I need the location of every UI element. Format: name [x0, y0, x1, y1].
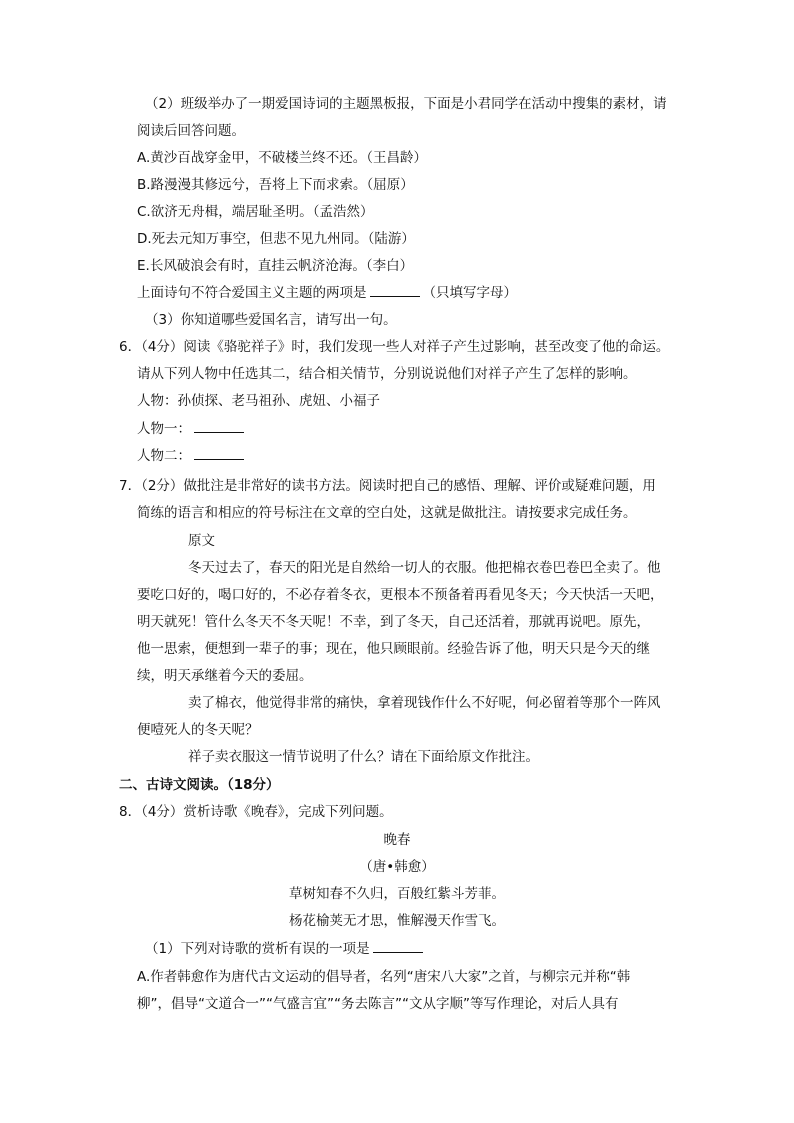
- q7-para1-line: 续，明天承继着今天的委屈。: [137, 668, 313, 684]
- poem-line: 杨花榆荚无才思，惟解漫天作雪飞。: [289, 913, 505, 929]
- q6-person1: [137, 419, 247, 439]
- q7-para1-line: 明天就死！管什么冬天不冬天呢！不幸，到了冬天，自己还活着，那就再说吧。原先，: [137, 614, 650, 630]
- q5-sub2-line2: 阅读后回答问题。: [137, 123, 245, 139]
- q7-task: 祥子卖衣服这一情节说明了什么？请在下面给原文作批注。: [188, 749, 539, 765]
- q8-sub1-text: （1）下列对诗歌的赏析有误的一项是: [145, 941, 370, 957]
- q7-line1: 7．（2分）做批注是非常好的读书方法。阅读时把自己的感悟、理解、评价或疑难问题，用: [119, 478, 656, 494]
- q5-sub2-line1: （2）班级举办了一期爱国诗词的主题黑板报，下面是小君同学在活动中搜集的素材，请: [145, 96, 667, 112]
- q7-line2: 简练的语言和相应的符号标注在文章的空白处，这就是做批注。请按要求完成任务。: [137, 505, 637, 521]
- poem-author: （唐•韩愈）: [359, 859, 435, 875]
- q8-option-a-line1: A.作者韩愈作为唐代古文运动的倡导者，名列“唐宋八大家”之首，与柳宗元并称“韩: [137, 969, 631, 985]
- q6-person1-label: 人物一：: [137, 421, 191, 437]
- q6-person2-label: 人物二：: [137, 448, 191, 464]
- q5-option-b: B.路漫漫其修远兮，吾将上下而求索。（屈原）: [137, 177, 414, 193]
- poem-line: 草树知春不久归，百般红紫斗芳菲。: [289, 886, 505, 902]
- q7-para2-line: 卖了棉衣，他觉得非常的痛快，拿着现钱作什么不好呢，何必留着等那个一阵风: [188, 695, 661, 711]
- q8-sub1: [145, 939, 426, 959]
- q7-para1-line: 他一思索，便想到一辈子的事；现在，他只顾眼前。经验告诉了他，明天只是今天的继: [137, 641, 650, 657]
- q7-para1-line: 冬天过去了，春天的阳光是自然给一切人的衣服。他把棉衣卷巴卷巴全卖了。他: [188, 560, 661, 576]
- q6-people: 人物：孙侦探、老马祖孙、虎妞、小福子: [137, 393, 380, 409]
- q8-option-a-line2: 柳”，倡导“文道合一”“气盛言宜”“务去陈言”“文从字顺”等写作理论，对后人具有: [137, 996, 619, 1012]
- q8-line1: 8．（4分）赏析诗歌《晚春》，完成下列问题。: [119, 804, 393, 820]
- poem-title: 晚春: [383, 832, 411, 848]
- answer-blank[interactable]: [370, 283, 420, 297]
- q6-person2: [137, 446, 247, 466]
- q6-line2: 请从下列人物中任选其二，结合相关情节，分别说说他们对祥子产生了怎样的影响。: [137, 366, 637, 382]
- answer-blank[interactable]: [194, 446, 244, 460]
- q7-para2-line: 便噎死人的冬天呢？: [137, 722, 259, 738]
- q5-prompt-suffix: （只填写字母）: [422, 285, 517, 301]
- q5-prompt: [137, 283, 517, 303]
- q5-option-d: D.死去元知万事空，但悲不见九州同。（陆游）: [137, 231, 415, 247]
- q5-option-c: C.欲济无舟楫，端居耻圣明。（孟浩然）: [137, 204, 374, 220]
- q7-heading: 原文: [188, 533, 215, 549]
- q5-option-a: A.黄沙百战穿金甲，不破楼兰终不还。（王昌龄）: [137, 150, 428, 166]
- q5-sub3: （3）你知道哪些爱国名言，请写出一句。: [145, 312, 397, 328]
- q5-option-e: E.长风破浪会有时，直挂云帆济沧海。（李白）: [137, 258, 414, 274]
- answer-blank[interactable]: [194, 419, 244, 433]
- section-heading: 二、古诗文阅读。（18分）: [119, 777, 280, 793]
- q6-line1: 6．（4分）阅读《骆驼祥子》时，我们发现一些人对祥子产生过影响，甚至改变了他的命运。: [119, 339, 670, 355]
- q5-prompt-text: 上面诗句不符合爱国主义主题的两项是: [137, 285, 367, 301]
- q7-para1-line: 要吃口好的，喝口好的，不必存着冬衣，更根本不预备着再看见冬天；今天快活一天吧，: [137, 587, 664, 603]
- answer-blank[interactable]: [373, 939, 423, 953]
